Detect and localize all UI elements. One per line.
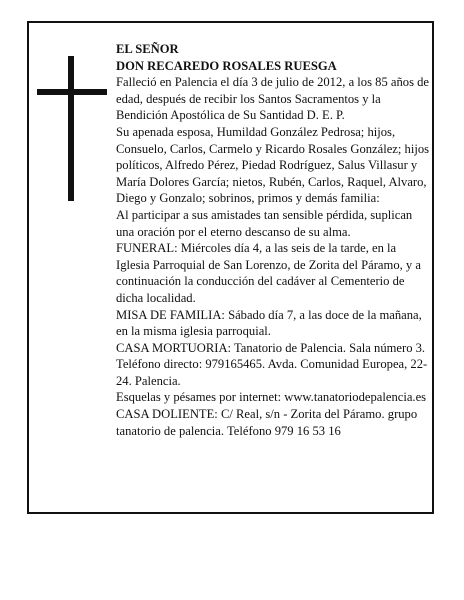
funeral-home-info: CASA MORTUORIA: Tanatorio de Palencia. Sala número 3. Teléfono directo: 979165465. Avda. Comunidad Europea, 22-24. Palencia. xyxy=(116,340,428,388)
notice-text xyxy=(116,41,431,439)
cross-vertical-bar xyxy=(68,56,74,201)
family-mass-info: MISA DE FAMILIA: Sábado día 7, a las doce de la mañana, en la misma iglesia parroquial. xyxy=(116,307,422,339)
obituary-notice xyxy=(27,21,434,514)
cross-horizontal-bar xyxy=(37,89,107,95)
funeral-info: FUNERAL: Miércoles día 4, a las seis de la tarde, en la Iglesia Parroquial de San Lorenzo, de Zorita del Páramo, y a continuación la conducción del cadáver al Cementerio de dicha localidad. xyxy=(116,241,421,305)
family-list: Su apenada esposa, Humildad González Pedrosa; hijos, Consuelo, Carlos, Carmelo y Ricardo Rosales González; hijos políticos, Alfredo Pérez, Piedad Rodríguez, Salus Villasur y María Dolores García; nietos, Rubén, Carlos, Raquel, Alvaro, Diego y Gonzalo; sobrinos, primos y demás familia: xyxy=(116,124,430,206)
cross-icon xyxy=(37,56,107,201)
family-home-info: CASA DOLIENTE: C/ Real, s/n - Zorita del Páramo. grupo tanatorio de palencia. Teléfono 979 16 53 16 xyxy=(116,407,418,438)
prayer-request: Al participar a sus amistades tan sensible pérdida, suplican una oración por el eterno descanso de su alma. xyxy=(116,207,413,239)
death-announcement: Falleció en Palencia el día 3 de julio de 2012, a los 85 años de edad, después de recibir los Santos Sacramentos y la Bendición Apostólica de Su Santidad D. E. P. xyxy=(116,75,430,123)
heading-title: EL SEÑOR xyxy=(116,42,179,56)
deceased-name: DON RECAREDO ROSALES RUESGA xyxy=(116,58,337,73)
online-condolences: Esquelas y pésames por internet: www.tanatoriodepalencia.es xyxy=(116,390,427,405)
